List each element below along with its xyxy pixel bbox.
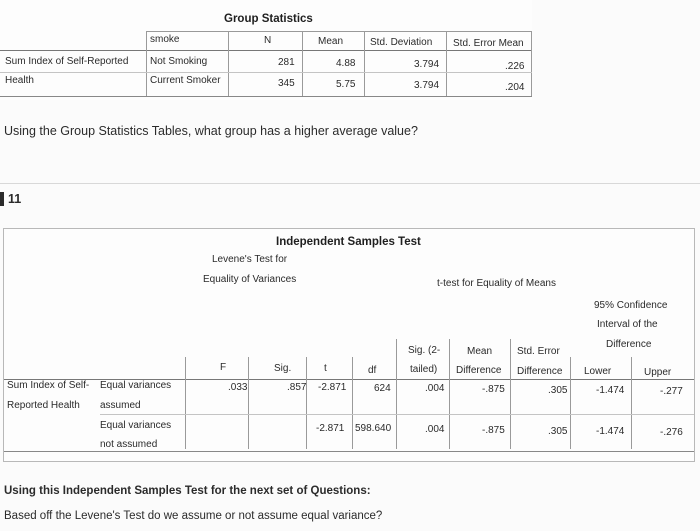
ci-header: 95% Confidence — [594, 300, 668, 311]
col-lower: Lower — [584, 366, 612, 377]
row-equal-variances-not-assumed-line2: not assumed — [100, 439, 158, 450]
sd-current-smoker: 3.794 — [414, 80, 440, 91]
row2-std-error-difference: .305 — [548, 426, 568, 437]
header-std-deviation: Std. Deviation — [370, 37, 433, 48]
independent-samples-test-table — [3, 228, 695, 462]
group-statistics-table — [0, 0, 532, 100]
row1-sig: .857 — [287, 382, 307, 393]
row1-f: .033 — [228, 382, 248, 393]
header-smoke: smoke — [150, 34, 180, 45]
row1-lower: -1.474 — [596, 385, 625, 396]
row1-mean-difference: -.875 — [482, 384, 505, 395]
sd-not-smoking: 3.794 — [414, 59, 440, 70]
group-not-smoking: Not Smoking — [150, 56, 208, 67]
ist-title: Independent Samples Test — [276, 236, 421, 248]
dependent-variable-label: Sum Index of Self-Reported — [5, 56, 129, 67]
ttest-header: t-test for Equality of Means — [437, 278, 556, 289]
row2-upper: -.276 — [660, 427, 683, 438]
row2-mean-difference: -.875 — [482, 425, 505, 436]
col-sig: Sig. — [274, 363, 292, 374]
levene-header: Levene's Test for — [212, 254, 288, 265]
col-sig-2tailed-line2: tailed) — [410, 364, 438, 375]
se-not-smoking: .226 — [505, 61, 525, 72]
n-current-smoker: 345 — [278, 78, 295, 89]
dependent-variable-label-line2: Health — [5, 75, 34, 86]
header-n: N — [264, 35, 272, 46]
n-not-smoking: 281 — [278, 57, 295, 68]
col-sig-2tailed: Sig. (2- — [408, 345, 441, 356]
row1-sig2: .004 — [425, 383, 445, 394]
col-t: t — [324, 363, 327, 374]
row2-sig2: .004 — [425, 424, 445, 435]
col-df: df — [368, 365, 377, 376]
row2-t: -2.871 — [316, 423, 345, 434]
question-levene: Based off the Levene's Test do we assume or not assume equal variance? — [4, 510, 383, 522]
mean-not-smoking: 4.88 — [336, 58, 356, 69]
question-group-statistics: Using the Group Statistics Tables, what group has a higher average value? — [4, 124, 418, 138]
mean-current-smoker: 5.75 — [336, 79, 356, 90]
row1-df: 624 — [374, 383, 391, 394]
col-mean-difference: Mean — [467, 346, 493, 357]
ist-dependent-variable-label-line2: Reported Health — [7, 400, 80, 411]
row1-t: -2.871 — [318, 382, 347, 393]
row-equal-variances-not-assumed: Equal variances — [100, 420, 172, 431]
row-equal-variances-assumed-line2: assumed — [100, 400, 141, 411]
ci-header-line3: Difference — [606, 339, 652, 350]
row2-df: 598.640 — [355, 423, 392, 434]
levene-header-line2: Equality of Variances — [203, 274, 297, 285]
ci-header-line2: Interval of the — [597, 319, 658, 330]
col-mean-difference-line2: Difference — [456, 365, 502, 376]
header-std-error-mean: Std. Error Mean — [453, 38, 524, 49]
se-current-smoker: .204 — [505, 82, 525, 93]
col-f: F — [220, 362, 227, 373]
ist-dependent-variable-label: Sum Index of Self- — [7, 380, 90, 391]
col-std-error-difference: Std. Error — [517, 346, 560, 357]
row1-std-error-difference: .305 — [548, 385, 568, 396]
row1-upper: -.277 — [660, 386, 683, 397]
header-mean: Mean — [318, 36, 344, 47]
col-upper: Upper — [644, 367, 672, 378]
row-equal-variances-assumed: Equal variances — [100, 380, 172, 391]
question2-heading: Using this Independent Samples Test for the next set of Questions: — [4, 485, 371, 497]
group-current-smoker: Current Smoker — [150, 75, 221, 86]
question-number: 11 — [8, 192, 22, 206]
row2-lower: -1.474 — [596, 426, 625, 437]
col-std-error-difference-line2: Difference — [517, 366, 563, 377]
group-statistics-title: Group Statistics — [224, 13, 313, 25]
